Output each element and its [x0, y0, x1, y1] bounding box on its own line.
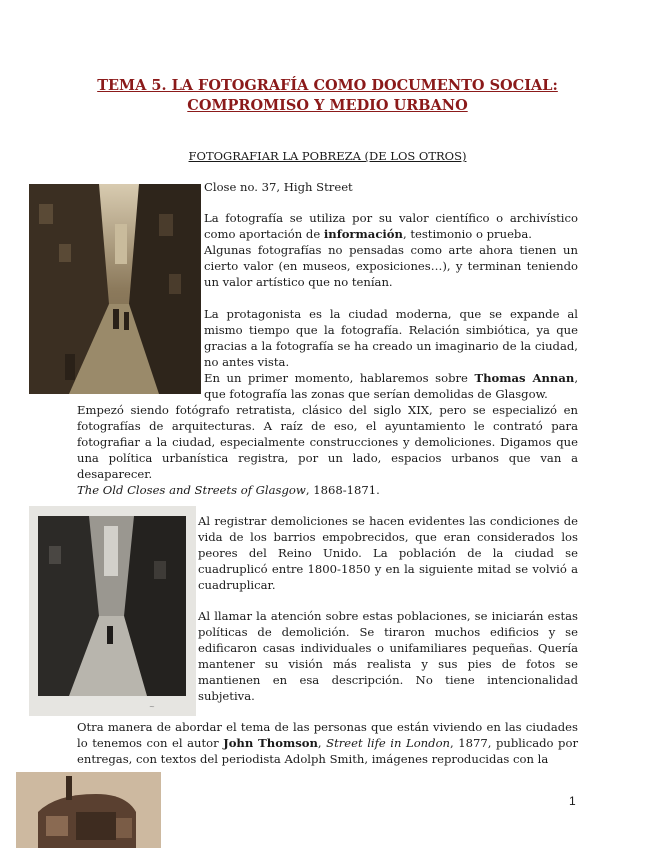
paragraph-8-text-a: Otra manera de abordar el tema de las personas que están viviendo en las ciudades lo tenemos con el autor: [77, 720, 578, 750]
paragraph-8-text-c: , 1877, publicado por entregas, con textos del periodista Adolph Smith, imágenes reproducidas con la: [77, 735, 578, 766]
alley-photo-graphic: [29, 184, 201, 394]
paragraph-1-text-a: La fotografía se utiliza por su valor científico o archivístico como aportación de: [204, 211, 578, 241]
photo-close-37-high-street: [29, 184, 201, 394]
paragraph-4-bold: Thomas Annan: [474, 371, 575, 385]
paragraph-8-bold: John Thomson: [223, 735, 318, 750]
svg-text:~: ~: [149, 703, 155, 711]
paragraph-4-text-a: En un primer momento, hablaremos sobre: [204, 371, 475, 385]
section-heading: FOTOGRAFIAR LA POBREZA (DE LOS OTROS): [188, 149, 467, 163]
title-line-2: COMPROMISO Y MEDIO URBANO: [187, 97, 468, 114]
work-reference: [77, 483, 578, 499]
work-dates: , 1868-1871.: [305, 483, 380, 497]
paragraph-8-text-b: ,: [317, 735, 327, 750]
photo-street-life-wagon: [16, 772, 161, 848]
work-title: The Old Closes and Streets of Glasgow: [77, 483, 306, 497]
paragraph-7: Al llamar la atención sobre estas poblaciones, se iniciarán estas políticas de demolición. Se tiraron muchos edificios y se edificaron casas individuales o unifamiliares pequeñas. Quería mantener su visión más realista y sus pies de fotos se mantienen en esa descripción. No tiene intencionalidad subjetiva.: [198, 609, 578, 703]
caption-close-37: Close no. 37, High Street: [204, 180, 353, 194]
paragraph-8-italic: Street life in London: [326, 735, 451, 750]
wagon-photo-graphic: [16, 772, 161, 848]
paragraph-1: [204, 211, 578, 243]
mounted-print-graphic: [29, 506, 196, 716]
paragraph-3: La protagonista es la ciudad moderna, que se expande al mismo tiempo que la fotografía. Relación simbiótica, ya que gracias a la fotografía se ha creado un imaginario de la ciudad, no antes vista.: [204, 307, 578, 369]
page-number: 1: [569, 794, 576, 808]
paragraph-5: Empezó siendo fotógrafo retratista, clásico del siglo XIX, pero se especializó en fotografías de arquitecturas. A raíz de eso, el ayuntamiento le contrató para fotografiar a la ciudad, especialmente construcciones y demoliciones. Digamos que una política urbanística registra, por un lado, espacios urbanos que van a desaparecer.: [77, 403, 578, 481]
paragraph-2: Algunas fotografías no pensadas como arte ahora tienen un cierto valor (en museos, exposiciones…), y terminan teniendo un valor artístico que no tenían.: [204, 243, 578, 289]
paragraph-6: Al registrar demoliciones se hacen evidentes las condiciones de vida de los barrios empobrecidos, que eran considerados los peores del Reino Unido. La población de la ciudad se cuadruplicó entre 1800-1850 y en la siguiente mitad se volvió a cuadruplicar.: [198, 514, 578, 592]
paragraph-8: [77, 720, 578, 768]
paragraph-4: [204, 371, 578, 403]
photo-glasgow-mounted-print: [29, 506, 196, 716]
paragraph-4-text-b: , que fotografía las zonas que serían demolidas de Glasgow.: [204, 371, 578, 401]
title-line-1: TEMA 5. LA FOTOGRAFÍA COMO DOCUMENTO SOCIAL:: [97, 77, 558, 94]
paragraph-1-bold: información: [323, 226, 403, 241]
page-title: [60, 76, 595, 116]
paragraph-1-text-b: , testimonio o prueba.: [402, 226, 532, 241]
